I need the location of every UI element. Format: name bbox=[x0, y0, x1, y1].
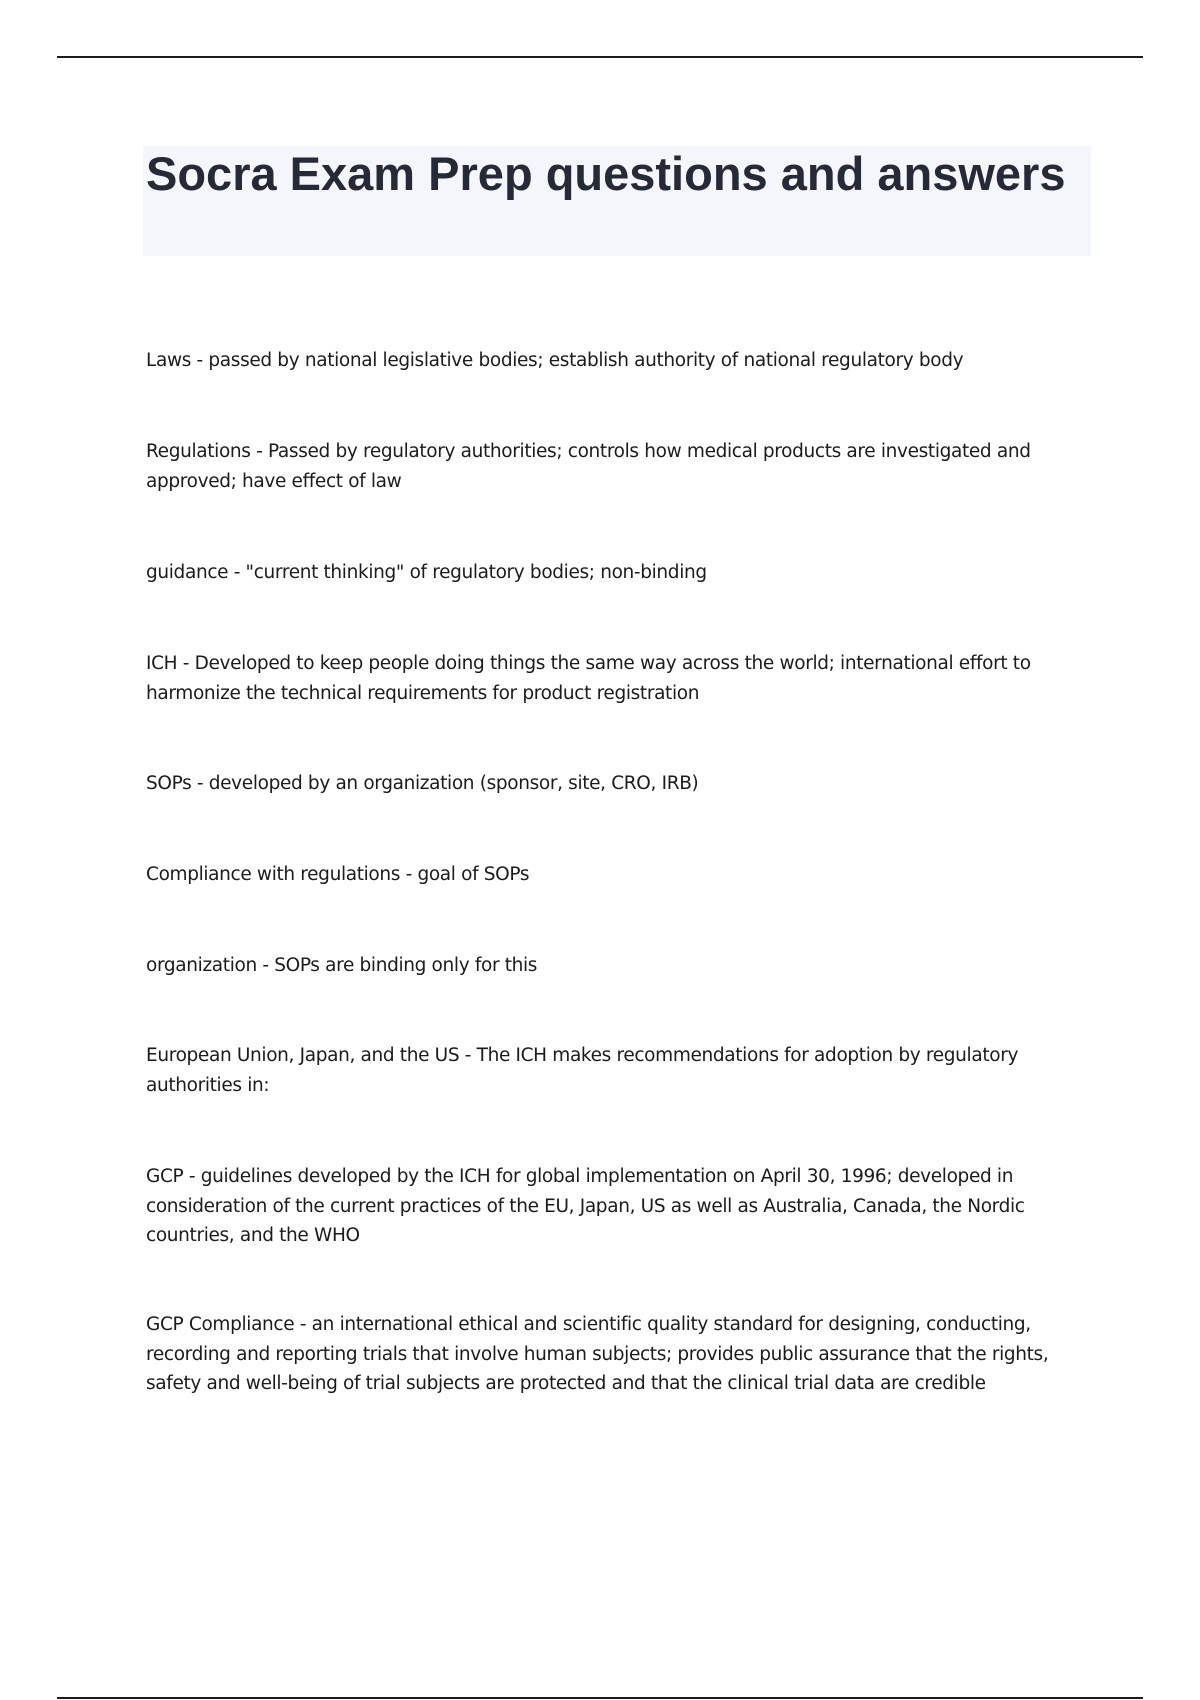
qa-entry-gcp: GCP - guidelines developed by the ICH for global implementation on April 30, 1996; developed in consideration of the current practices of the EU, Japan, US as well as Australia, Canada, the Nordic countries, and the WHO bbox=[146, 1166, 1025, 1246]
qa-entry-sops: SOPs - developed by an organization (sponsor, site, CRO, IRB) bbox=[146, 773, 699, 794]
qa-entry-ich-regions: European Union, Japan, and the US - The ICH makes recommendations for adoption by regulatory authorities in: bbox=[146, 1045, 1019, 1096]
top-rule bbox=[57, 56, 1143, 58]
qa-entry-guidance: guidance - "current thinking" of regulatory bodies; non-binding bbox=[146, 562, 707, 583]
document-title: Socra Exam Prep questions and answers bbox=[146, 147, 1066, 200]
qa-entry-laws: Laws - passed by national legislative bodies; establish authority of national regulatory body bbox=[146, 350, 964, 371]
qa-entry-compliance: Compliance with regulations - goal of SOPs bbox=[146, 864, 530, 885]
bottom-rule bbox=[57, 1697, 1143, 1699]
qa-entry-regulations: Regulations - Passed by regulatory authorities; controls how medical products are investigated and approved; have effect of law bbox=[146, 441, 1031, 492]
title-banner bbox=[143, 146, 1091, 256]
qa-entry-organization: organization - SOPs are binding only for this bbox=[146, 955, 538, 976]
qa-entry-ich: ICH - Developed to keep people doing things the same way across the world; international effort to harmonize the technical requirements for product registration bbox=[146, 653, 1031, 704]
qa-entry-gcp-compliance: GCP Compliance - an international ethical and scientific quality standard for designing, conducting, recording and reporting trials that involve human subjects; provides public assurance that the rights, safety and well-being of trial subjects are protected and that the clinical trial data are credible bbox=[146, 1314, 1049, 1394]
